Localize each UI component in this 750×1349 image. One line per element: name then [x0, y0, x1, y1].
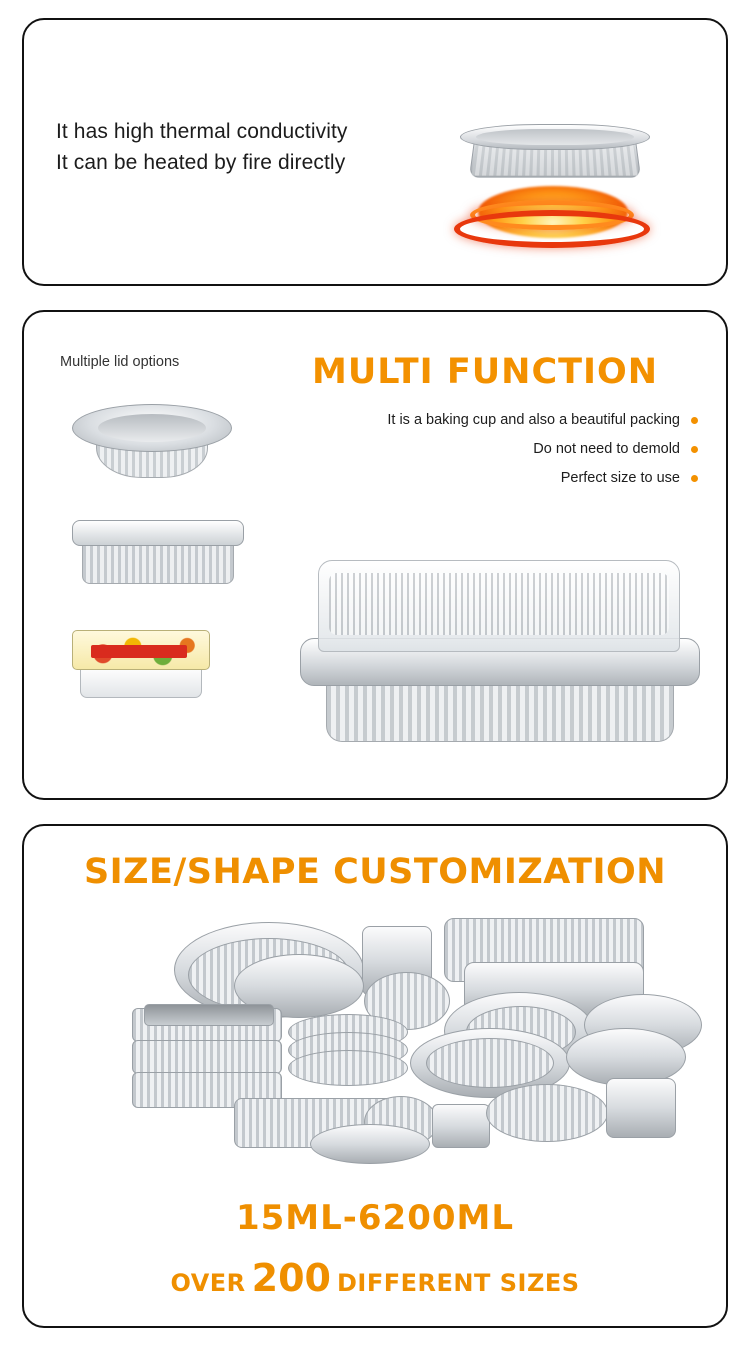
thermal-line-1: It has high thermal conductivity — [56, 120, 348, 143]
flame-outer-ring-icon — [454, 210, 650, 248]
printed-lid-foil-box-image — [72, 630, 210, 702]
over-suffix-label: DIFFERENT SIZES — [337, 1269, 580, 1297]
round-foil-bowl-image — [72, 404, 232, 486]
assorted-foil-containers-image — [114, 908, 674, 1170]
bullet-item: It is a baking cup and also a beautiful packing — [387, 412, 698, 428]
size-count-line — [24, 1256, 726, 1300]
multi-function-card — [22, 310, 728, 800]
over-prefix-label: OVER — [170, 1269, 246, 1297]
foil-pan-over-flame-image — [426, 58, 686, 258]
size-customization-title: SIZE/SHAPE CUSTOMIZATION — [83, 852, 667, 892]
bullet-item: Perfect size to use — [387, 470, 698, 486]
size-count-value: 200 — [251, 1256, 331, 1300]
foil-pan-icon — [460, 124, 650, 194]
thermal-conductivity-card — [22, 18, 728, 286]
volume-range-label: 15ML-6200ML — [235, 1198, 515, 1238]
multi-function-title: MULTI FUNCTION — [312, 352, 659, 392]
lid-options-label: Multiple lid options — [60, 354, 180, 370]
rectangular-foil-container-image — [72, 520, 244, 592]
thermal-line-2: It can be heated by fire directly — [56, 151, 346, 174]
large-foil-tray-with-clear-lid-image — [300, 560, 700, 750]
multi-function-bullet-list — [387, 412, 698, 499]
size-customization-card — [22, 824, 728, 1328]
bullet-item: Do not need to demold — [387, 441, 698, 457]
thermal-text-block — [56, 116, 348, 178]
